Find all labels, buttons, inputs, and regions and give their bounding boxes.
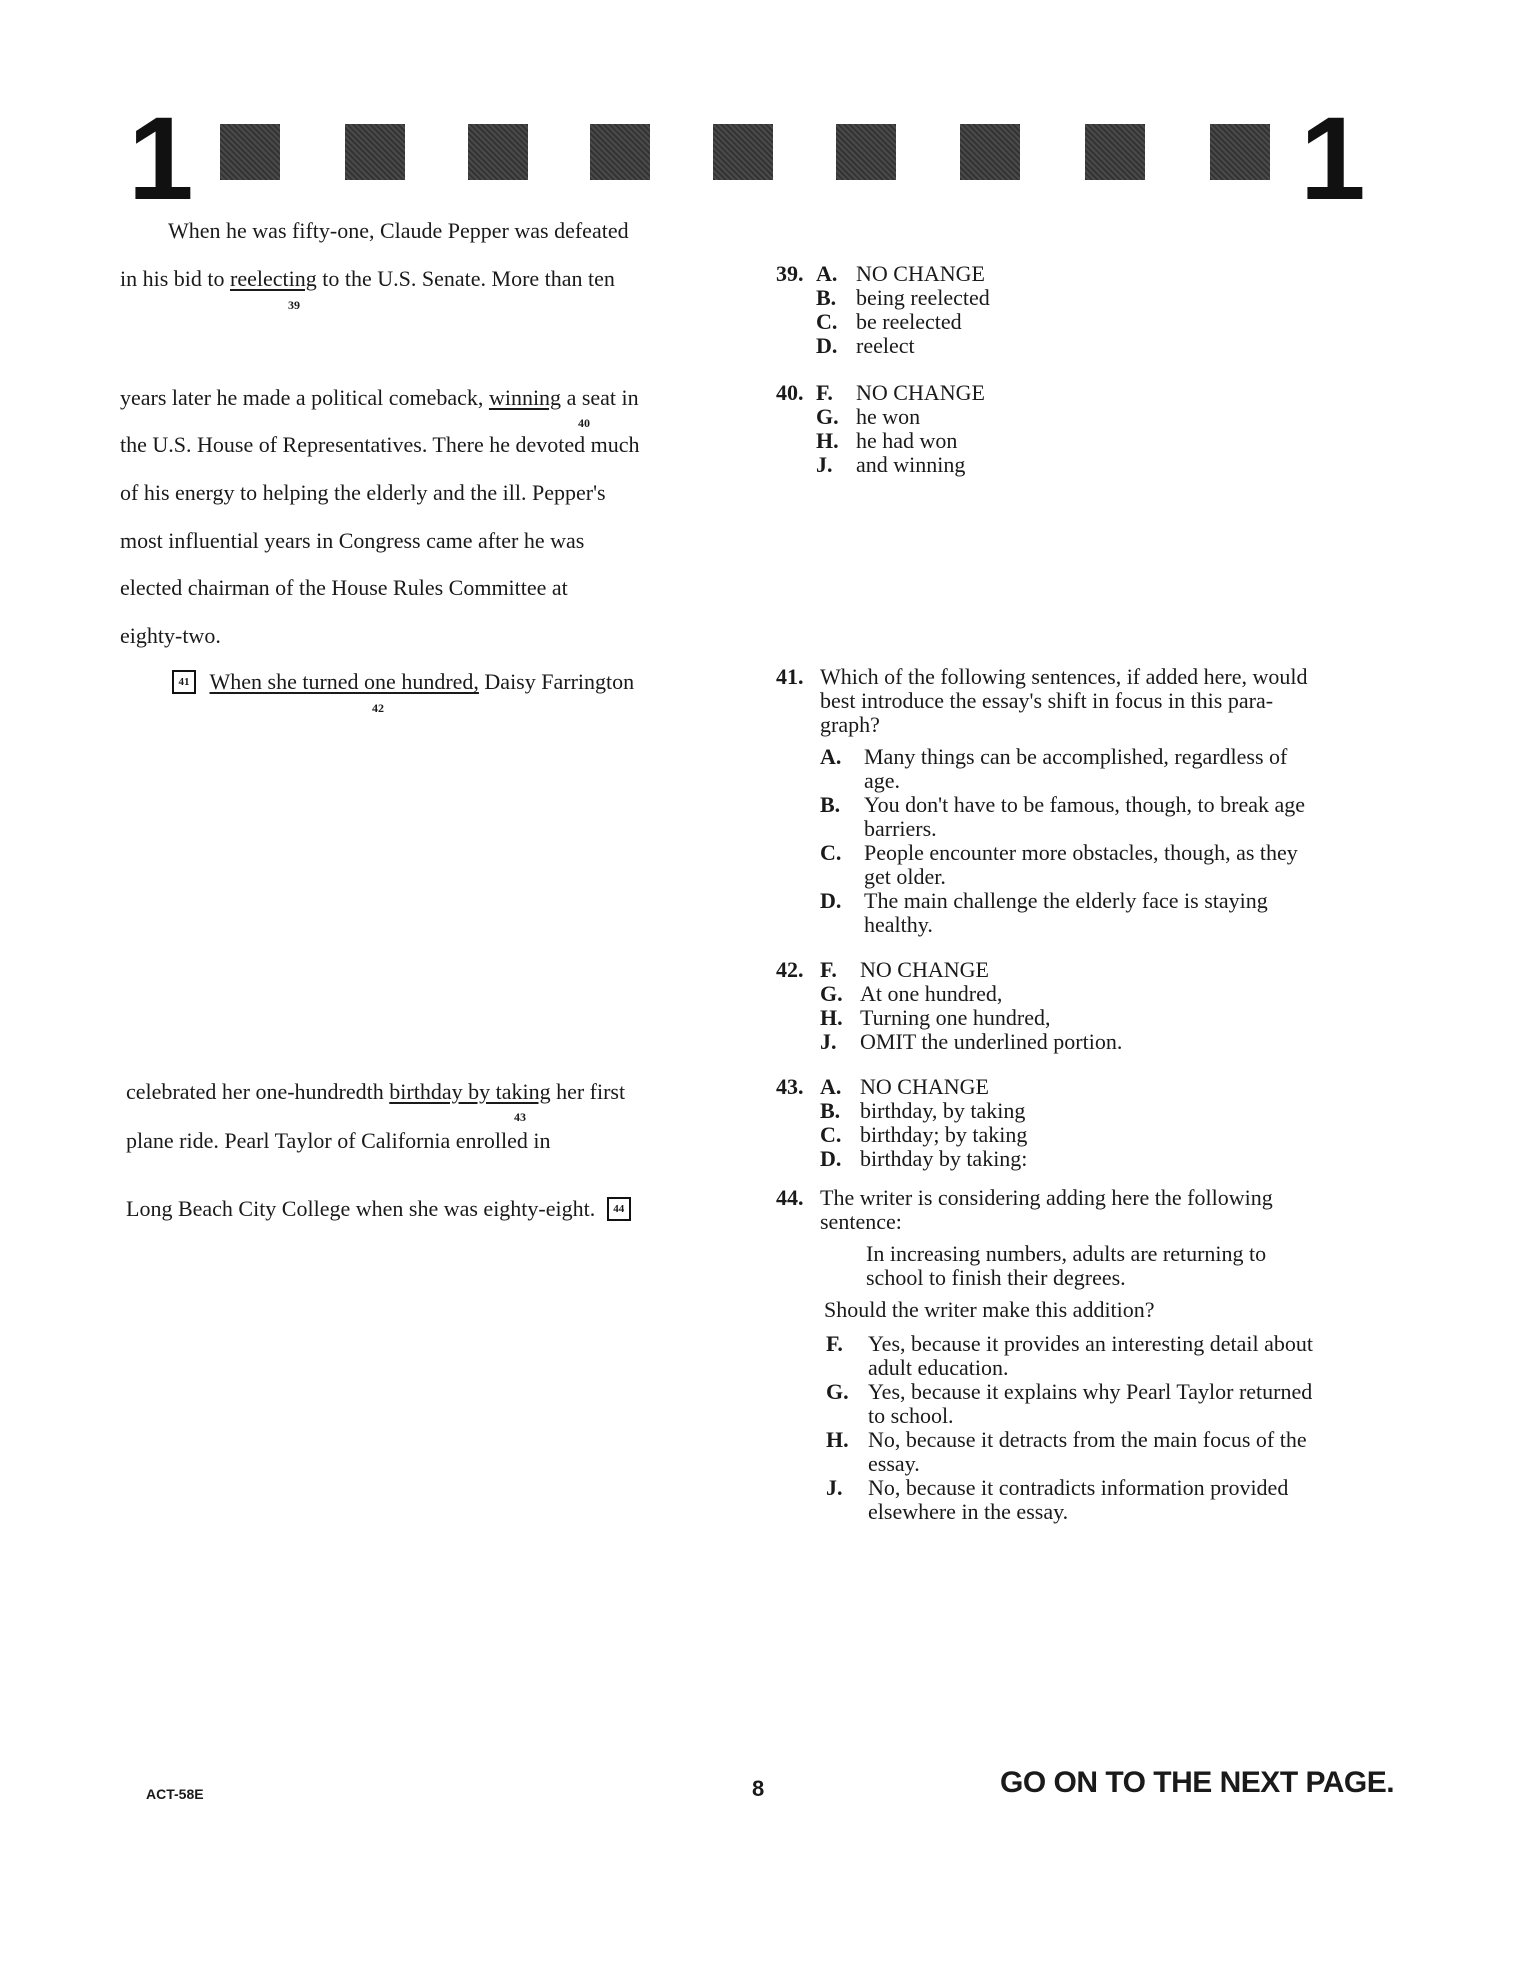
option-text: to school. (868, 1403, 954, 1428)
option-letter: G. (816, 404, 839, 429)
option-letter: B. (816, 285, 837, 310)
option-letter: H. (820, 1005, 843, 1030)
option-letter: C. (816, 309, 838, 334)
option-text: get older. (864, 864, 946, 889)
option-text: Many things can be accomplished, regardless of (864, 744, 1288, 769)
question-box-44[interactable]: 44 (607, 1197, 631, 1221)
header-square (345, 124, 405, 180)
option-letter: A. (820, 1074, 842, 1099)
option-letter: J. (826, 1475, 843, 1500)
option-text: Turning one hundred, (860, 1005, 1051, 1030)
passage-text: Long Beach City College when she was eighty-eight. (126, 1196, 596, 1221)
passage-line: of his energy to helping the elderly and the ill. Pepper's (120, 480, 606, 505)
option-letter: B. (820, 1098, 841, 1123)
option-letter: D. (816, 333, 838, 358)
stem-line: best introduce the essay's shift in focus in this para- (820, 688, 1274, 713)
header-square (220, 124, 280, 180)
passage-line: eighty-two. (120, 623, 221, 648)
underlined-portion-42[interactable]: When she turned one hundred, (209, 669, 479, 694)
question-number: 39. (776, 261, 804, 286)
question-number: 43. (776, 1074, 804, 1099)
question-42 (776, 958, 1296, 1058)
option-text: healthy. (864, 912, 933, 937)
form-code: ACT-58E (146, 1786, 204, 1802)
option-letter: A. (816, 261, 838, 286)
option-text: NO CHANGE (856, 380, 985, 405)
option-text: being reelected (856, 285, 990, 310)
option-text: People encounter more obstacles, though, as they (864, 840, 1298, 865)
page-number: 8 (752, 1776, 765, 1801)
passage-text: Daisy Farrington (478, 669, 635, 694)
underlined-portion-43[interactable]: birthday by taking (389, 1079, 551, 1104)
passage-line: elected chairman of the House Rules Committee at (120, 575, 568, 600)
option-text: NO CHANGE (860, 957, 989, 982)
option-letter: D. (820, 1146, 842, 1171)
header-square (1085, 124, 1145, 180)
option-text: he won (856, 404, 921, 429)
option-letter: B. (820, 792, 841, 817)
question-marker-40: 40 (578, 416, 590, 430)
option-text: be reelected (856, 309, 962, 334)
passage-text: to the U.S. Senate. More than ten (316, 266, 615, 291)
option-text: NO CHANGE (860, 1074, 989, 1099)
passage-text: her first (550, 1079, 626, 1104)
quote-line: school to finish their degrees. (866, 1265, 1126, 1290)
quote-line: In increasing numbers, adults are returning to (866, 1241, 1267, 1266)
option-letter: J. (816, 452, 833, 477)
passage-text: celebrated her one-hundredth (126, 1079, 390, 1104)
option-letter: D. (820, 888, 842, 913)
question-number: 42. (776, 957, 804, 982)
option-letter: F. (816, 380, 833, 405)
underlined-portion-39[interactable]: reelecting (230, 266, 317, 291)
question-stem (820, 665, 1308, 737)
passage-line (126, 1079, 625, 1105)
passage-line (172, 669, 634, 696)
question-stem (820, 1186, 1273, 1234)
stem-line: The writer is considering adding here the following (820, 1185, 1273, 1210)
option-text: birthday, by taking (860, 1098, 1026, 1123)
question-marker-42: 42 (372, 701, 384, 715)
option-letter: H. (816, 428, 839, 453)
option-text: Yes, because it provides an interesting detail about (868, 1331, 1313, 1356)
option-letter: G. (826, 1379, 849, 1404)
header-square (713, 124, 773, 180)
passage-line: When he was fifty-one, Claude Pepper was defeated (168, 218, 629, 243)
option-text: At one hundred, (860, 981, 1003, 1006)
header-square (468, 124, 528, 180)
option-letter: A. (820, 744, 842, 769)
passage-line (126, 1196, 631, 1223)
passage-line (120, 266, 615, 292)
question-box-41[interactable]: 41 (172, 670, 196, 694)
header-square (1210, 124, 1270, 180)
question-41 (776, 665, 1396, 945)
option-text: OMIT the underlined portion. (860, 1029, 1123, 1054)
quoted-sentence (866, 1242, 1266, 1290)
option-text: age. (864, 768, 901, 793)
option-text: The main challenge the elderly face is staying (864, 888, 1268, 913)
question-ask: Should the writer make this addition? (824, 1297, 1155, 1322)
option-text: and winning (856, 452, 966, 477)
option-letter: G. (820, 981, 843, 1006)
option-text: birthday by taking: (860, 1146, 1028, 1171)
section-number-left: 1 (128, 93, 194, 225)
passage-line: most influential years in Congress came after he was (120, 528, 585, 553)
option-text: birthday; by taking (860, 1122, 1028, 1147)
question-number: 40. (776, 380, 804, 405)
option-text: elsewhere in the essay. (868, 1499, 1069, 1524)
passage-text: in his bid to (120, 266, 231, 291)
option-text: No, because it contradicts information provided (868, 1475, 1289, 1500)
option-text: You don't have to be famous, though, to break age (864, 792, 1306, 817)
question-43 (776, 1075, 1296, 1175)
option-text: barriers. (864, 816, 937, 841)
question-marker-39: 39 (288, 298, 300, 312)
passage-line: the U.S. House of Representatives. There he devoted much (120, 432, 640, 457)
stem-line: Which of the following sentences, if added here, would (820, 664, 1308, 689)
passage-line (120, 385, 639, 411)
underlined-portion-40[interactable]: winning (488, 385, 562, 410)
option-letter: C. (820, 1122, 842, 1147)
question-39 (776, 262, 1296, 362)
option-text: NO CHANGE (856, 261, 985, 286)
option-letter: H. (826, 1427, 849, 1452)
option-text: he had won (856, 428, 958, 453)
header-square (836, 124, 896, 180)
question-44 (776, 1186, 1396, 1526)
go-on-to-next-page: GO ON TO THE NEXT PAGE. (1000, 1766, 1395, 1799)
option-letter: J. (820, 1029, 837, 1054)
option-letter: F. (826, 1331, 843, 1356)
question-number: 41. (776, 664, 804, 689)
option-text: essay. (868, 1451, 920, 1476)
header-square (960, 124, 1020, 180)
passage-line: plane ride. Pearl Taylor of California enrolled in (126, 1128, 551, 1153)
option-text: adult education. (868, 1355, 1009, 1380)
option-text: No, because it detracts from the main focus of the (868, 1427, 1307, 1452)
stem-line: sentence: (820, 1209, 902, 1234)
option-letter: F. (820, 957, 837, 982)
header-square (590, 124, 650, 180)
stem-line: graph? (820, 712, 880, 737)
section-number-right: 1 (1300, 93, 1366, 225)
option-text: Yes, because it explains why Pearl Taylor returned (868, 1379, 1313, 1404)
question-40 (776, 381, 1296, 481)
passage-text: years later he made a political comeback, (120, 385, 489, 410)
option-letter: C. (820, 840, 842, 865)
question-number: 44. (776, 1185, 804, 1210)
question-marker-43: 43 (514, 1110, 526, 1124)
passage-text: a seat in (561, 385, 639, 410)
option-text: reelect (856, 333, 915, 358)
